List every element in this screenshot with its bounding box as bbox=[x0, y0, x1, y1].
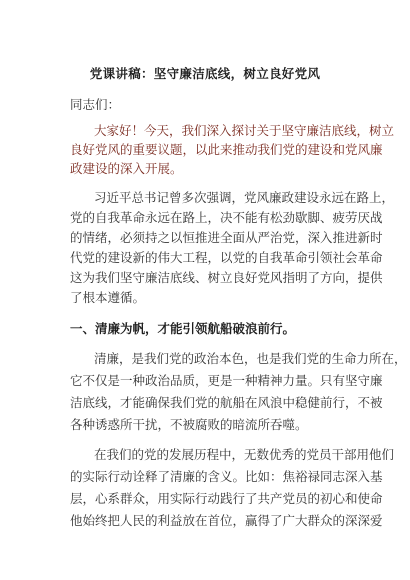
section1-paragraph-1-line-4: 各种诱惑所干扰，不被腐败的暗流所吞噬。 bbox=[70, 417, 308, 432]
paragraph-2-line-2: 党的自我革命永远在路上，决不能有松劲歇脚、疲劳厌战 bbox=[70, 210, 383, 225]
section-heading-1: 一、清廉为帆，才能引领航船破浪前行。 bbox=[70, 321, 296, 336]
section1-paragraph-2-line-2: 的实际行动诠释了清廉的含义。比如：焦裕禄同志深入基 bbox=[70, 469, 383, 484]
salutation: 同志们： bbox=[70, 97, 121, 112]
section1-paragraph-1-line-1: 清廉，是我们党的政治本色，也是我们党的生命力所在， bbox=[94, 351, 407, 366]
paragraph-2-line-6: 了根本遵循。 bbox=[70, 290, 146, 305]
section1-paragraph-2-line-4: 他始终把人民的利益放在首位，赢得了广大群众的深深爱 bbox=[70, 513, 383, 528]
paragraph-1-line-2: 良好党风的重要议题，以此来推动我们党的建设和党风廉 bbox=[70, 142, 383, 157]
section1-paragraph-2-line-1: 在我们的党的发展历程中，无数优秀的党员干部用他们 bbox=[94, 447, 395, 462]
document-title: 党课讲稿：坚守廉洁底线，树立良好党风 bbox=[89, 66, 321, 81]
paragraph-1-line-3: 政建设的深入开展。 bbox=[70, 161, 183, 176]
section1-paragraph-2-line-3: 层，心系群众，用实际行动践行了共产党员的初心和使命 bbox=[70, 491, 383, 506]
paragraph-1-line-1: 大家好！今天，我们深入探讨关于坚守廉洁底线，树立 bbox=[94, 123, 395, 138]
paragraph-2-line-5: 这为我们坚守廉洁底线、树立良好党风指明了方向，提供 bbox=[70, 270, 383, 285]
section1-paragraph-1-line-2: 它不仅是一种政治品质，更是一种精神力量。只有坚守廉 bbox=[70, 373, 383, 388]
paragraph-2-line-4: 代党的建设新的伟大工程，以党的自我革命引领社会革命 bbox=[70, 250, 383, 265]
section1-paragraph-1-line-3: 洁底线，才能确保我们党的航船在风浪中稳健前行，不被 bbox=[70, 395, 383, 410]
paragraph-2-line-3: 的情绪，必须持之以恒推进全面从严治党，深入推进新时 bbox=[70, 230, 383, 245]
paragraph-2-line-1: 习近平总书记曾多次强调，党风廉政建设永远在路上， bbox=[94, 190, 395, 205]
